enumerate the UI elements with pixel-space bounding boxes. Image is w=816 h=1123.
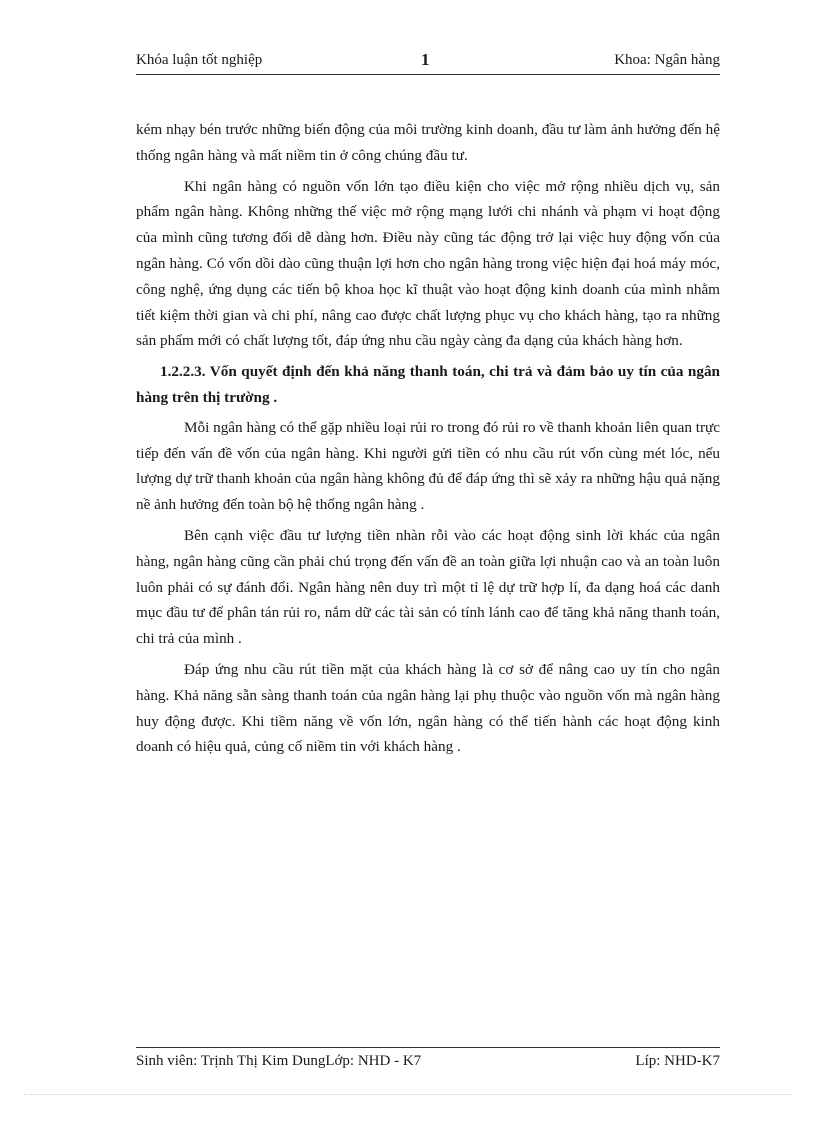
paragraph: Khi ngân hàng có nguồn vốn lớn tạo điều kiện cho việc mở rộng nhiều dịch vụ, sản phẩm ngân hàng. Không những thế việc mở rộng mạng lưới chi nhánh và phạm vi hoạt động của mình cũng tương đối dễ dàng hơn. Điều này cũng tác động trở lại việc huy động vốn của ngân hàng. Có vốn dồi dào cũng thuận lợi hơn cho ngân hàng trong việc hiện đại hoá máy móc, công nghệ, ứng dụng các tiến bộ khoa học kĩ thuật vào hoạt động kinh doanh của mình nhằm tiết kiệm thời gian và chi phí, nâng cao được chất lượng phục vụ cho khách hàng, tạo ra những sản phẩm mới có chất lượng tốt, đáp ứng nhu cầu ngày càng đa dạng của khách hàng hơn. — [136, 177, 720, 350]
page-number: 1 — [421, 50, 430, 69]
header-divider — [136, 74, 720, 75]
header-thesis-label: Khóa luận tốt nghiệp — [136, 52, 263, 68]
footer-divider — [136, 1047, 720, 1048]
page-edge-divider — [24, 1094, 792, 1095]
paragraph: Đáp ứng nhu cầu rút tiền mặt của khách hàng là cơ sở để nâng cao uy tín cho ngân hàng. Khả năng sẵn sàng thanh toán của ngân hàng lại phụ thuộc vào nguồn vốn mà ngân hàng huy động được. Khi tiềm năng về vốn lớn, ngân hàng có thể tiến hành các hoạt động kinh doanh có hiệu quả, củng cố niềm tin với khách hàng . — [136, 660, 720, 756]
footer-student-info: Sinh viên: Trịnh Thị Kim DungLớp: NHD - K7 — [136, 1053, 422, 1069]
page-header — [136, 50, 720, 72]
section-heading: 1.2.2.3. Vốn quyết định đến khả năng thanh toán, chi trả và đảm bảo uy tín của ngân hàng trên thị trường . — [136, 363, 720, 406]
header-faculty-label: Khoa: Ngân hàng — [614, 52, 720, 68]
paragraph: Mỗi ngân hàng có thể gặp nhiều loại rủi ro trong đó rủi ro về thanh khoản liên quan trực tiếp đến vấn đề vốn của ngân hàng. Khi người gửi tiền có nhu cầu rút vốn cùng mét lóc, nếu lượng dự trữ thanh khoản của ngân hàng không đủ để đáp ứng thì sẽ xảy ra những hậu quả nặng nề ảnh hưởng đến toàn bộ hệ thống ngân hàng . — [136, 418, 720, 514]
paragraph-continuation: kém nhạy bén trước những biến động của môi trường kinh doanh, đầu tư làm ảnh hưởng đến hệ thống ngân hàng và mất niềm tin ở công chúng đầu tư. — [136, 121, 720, 164]
page-footer — [136, 1051, 720, 1073]
document-body — [136, 117, 720, 765]
footer-class-info: Líp: NHD-K7 — [635, 1053, 720, 1069]
paragraph: Bên cạnh việc đầu tư lượng tiền nhàn rỗi vào các hoạt động sinh lời khác của ngân hàng, ngân hàng cũng cần phải chú trọng đến vấn đề an toàn giữa lợi nhuận cao và an toàn luôn luôn phải có sự đánh đổi. Ngân hàng nên duy trì một tỉ lệ dự trữ hợp lí, đa dạng hoá các danh mục đầu tư để phân tán rủi ro, nắm dữ các tài sản có tính lánh cao để tăng khả năng thanh toán, chi trả của mình . — [136, 526, 720, 648]
